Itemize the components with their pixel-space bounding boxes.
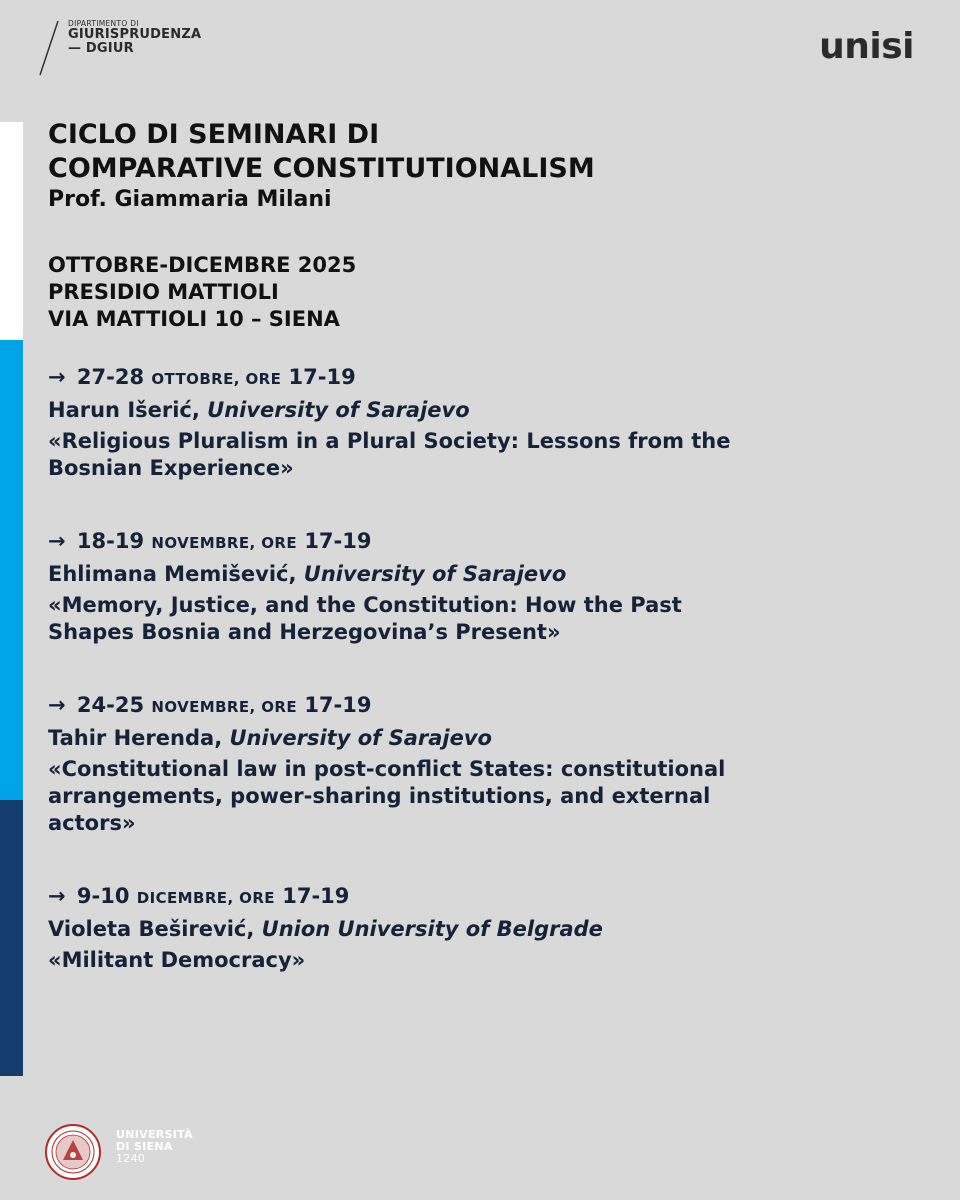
footer-logo-year: 1240 xyxy=(116,1152,146,1165)
stripe-dark-blue-segment xyxy=(0,800,23,1076)
event-month: NOVEMBRE xyxy=(151,534,250,552)
speaker-affiliation: University of Sarajevo xyxy=(229,726,492,750)
event-date xyxy=(48,526,928,558)
event-title xyxy=(48,947,928,974)
event-item xyxy=(48,690,928,837)
event-time-label: , ORE xyxy=(227,889,275,907)
speaker-name: Harun Išerić xyxy=(48,398,192,422)
event-title-line: arrangements, power-sharing institutions, and external xyxy=(48,784,711,808)
event-speaker: Harun Išerić, University of Sarajevo xyxy=(48,398,470,422)
stripe-light-blue-segment xyxy=(0,340,23,800)
event-date xyxy=(48,690,928,722)
event-title-line: «Militant Democracy» xyxy=(48,948,306,972)
department-name: GIURISPRUDENZA xyxy=(68,26,202,42)
arrow-right-icon: → xyxy=(48,693,66,717)
venue-block xyxy=(48,252,356,333)
arrow-right-icon: → xyxy=(48,884,66,908)
event-days: 18-19 xyxy=(76,529,145,553)
event-time: 17-19 xyxy=(282,884,350,908)
title-professor: Prof. Giammaria Milani xyxy=(48,187,332,212)
title-line-2: COMPARATIVE CONSTITUTIONALISM xyxy=(48,153,595,184)
event-title-line: «Memory, Justice, and the Constitution: How the Past xyxy=(48,593,682,617)
events-list xyxy=(48,362,928,1018)
footer-logo-line-2: DI SIENA xyxy=(116,1140,173,1153)
event-title xyxy=(48,428,928,482)
event-time-label: , ORE xyxy=(249,698,297,716)
venue-address: VIA MATTIOLI 10 – SIENA xyxy=(48,307,340,331)
unisi-brand-logo: unisi xyxy=(819,26,914,67)
university-footer-logo xyxy=(116,1129,193,1165)
footer-logo-line-1: UNIVERSITÀ xyxy=(116,1128,193,1141)
event-days: 24-25 xyxy=(76,693,145,717)
speaker-name: Violeta Beširević xyxy=(48,917,247,941)
event-title xyxy=(48,592,928,646)
event-title-line: actors» xyxy=(48,811,136,835)
event-month: NOVEMBRE xyxy=(151,698,250,716)
arrow-right-icon: → xyxy=(48,529,66,553)
event-title-line: Bosnian Experience» xyxy=(48,456,294,480)
poster-title xyxy=(48,118,595,214)
event-title-line: «Religious Pluralism in a Plural Society: Lessons from the xyxy=(48,429,731,453)
speaker-affiliation: University of Sarajevo xyxy=(207,398,470,422)
arrow-right-icon: → xyxy=(48,365,66,389)
speaker-affiliation: University of Sarajevo xyxy=(303,562,567,586)
speaker-name: Tahir Herenda xyxy=(48,726,215,750)
event-item xyxy=(48,362,928,482)
venue-period: OTTOBRE-DICEMBRE 2025 xyxy=(48,253,357,277)
stripe-white-segment xyxy=(0,122,23,340)
event-time: 17-19 xyxy=(304,529,372,553)
speaker-name: Ehlimana Memišević xyxy=(48,562,289,586)
slash-divider-icon xyxy=(38,20,60,76)
event-month: OTTOBRE xyxy=(151,370,234,388)
department-acronym: — DGIUR xyxy=(68,40,134,56)
event-month: DICEMBRE xyxy=(136,889,228,907)
speaker-affiliation: Union University of Belgrade xyxy=(261,917,603,941)
event-speaker: Violeta Beširević, Union University of Belgrade xyxy=(48,917,603,941)
event-time: 17-19 xyxy=(304,693,372,717)
event-item xyxy=(48,881,928,974)
event-speaker: Tahir Herenda, University of Sarajevo xyxy=(48,726,492,750)
event-time-label: , ORE xyxy=(249,534,297,552)
title-line-1: CICLO DI SEMINARI DI xyxy=(48,119,380,150)
event-title xyxy=(48,756,928,837)
event-title-line: Shapes Bosnia and Herzegovina’s Present» xyxy=(48,620,561,644)
event-time: 17-19 xyxy=(288,365,356,389)
event-days: 27-28 xyxy=(76,365,145,389)
department-logo xyxy=(68,20,201,55)
department-prefix: DIPARTIMENTO DI xyxy=(68,19,139,28)
event-days: 9-10 xyxy=(76,884,130,908)
event-date xyxy=(48,362,928,394)
event-speaker: Ehlimana Memišević, University of Sarajevo xyxy=(48,562,567,586)
event-item xyxy=(48,526,928,646)
venue-place: PRESIDIO MATTIOLI xyxy=(48,280,279,304)
university-seal-icon xyxy=(45,1124,101,1180)
event-time-label: , ORE xyxy=(233,370,282,388)
event-date xyxy=(48,881,928,913)
event-title-line: «Constitutional law in post-conflict States: constitutional xyxy=(48,757,726,781)
